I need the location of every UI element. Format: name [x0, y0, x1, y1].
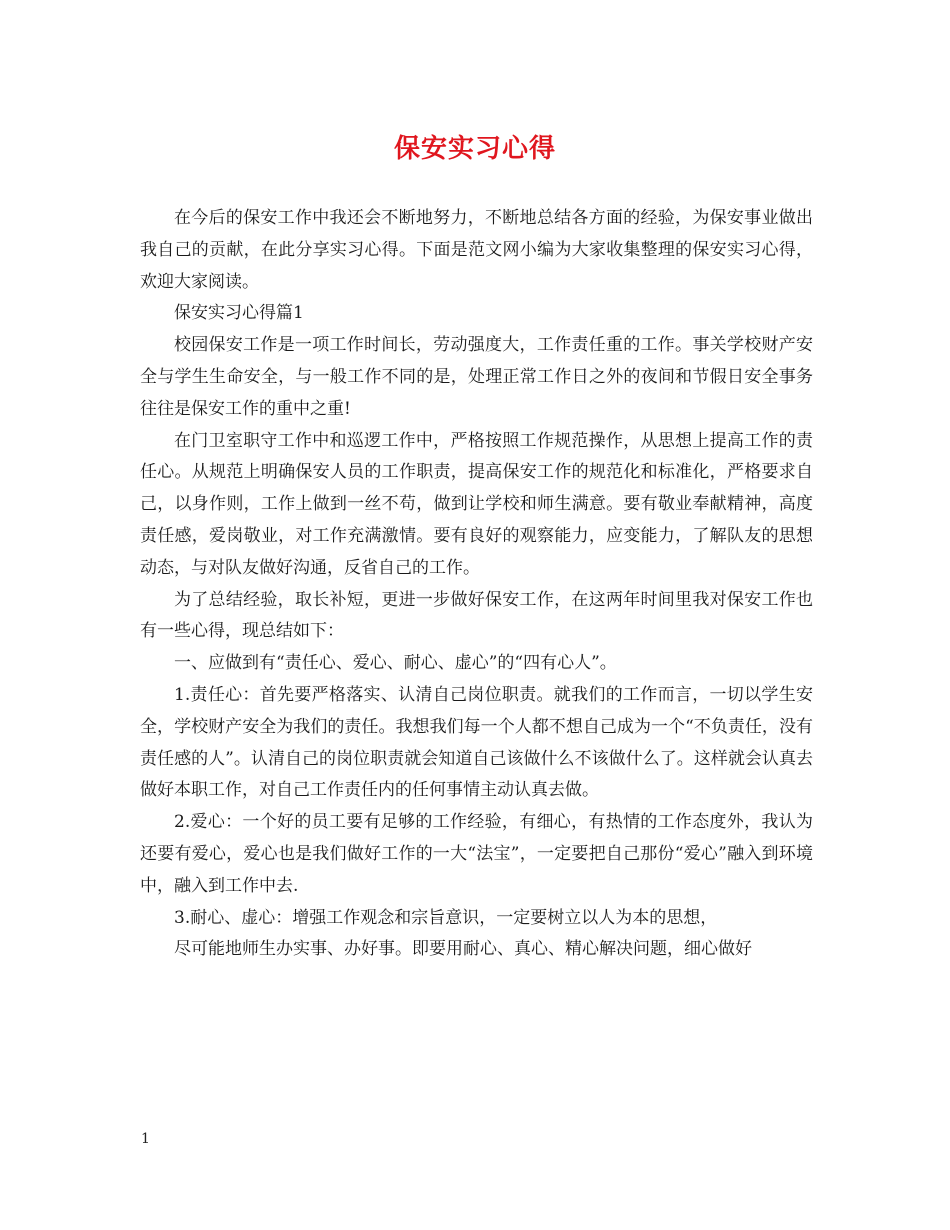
section-heading: 保安实习心得篇1 [174, 303, 304, 324]
paragraph: 在门卫室职守工作中和巡逻工作中，严格按照工作规范操作，从思想上提高工作的责任心。从规范上明确保安人员的工作职责，提高保安工作的规范化和标准化，严格要求自己，以身作则，工作上做到一丝不苟，做到让学校和师生满意。要有敬业奉献精神，高度责任感，爱岗敬业，对工作充满激情。要有良好的观察能力，应变能力，了解队友的思想动态，与对队友做好沟通，反省自己的工作。 [140, 430, 813, 578]
paragraph: 为了总结经验，取长补短，更进一步做好保安工作，在这两年时间里我对保安工作也有一些心得，现总结如下： [140, 589, 813, 642]
document-body [140, 203, 813, 966]
page-number: 1 [141, 1131, 150, 1147]
paragraph: 校园保安工作是一项工作时间长，劳动强度大，工作责任重的工作。事关学校财产安全与学生生命安全，与一般工作不同的是，处理正常工作日之外的夜间和节假日安全事务往往是保安工作的重中之重! [140, 335, 813, 419]
list-heading: 一、应做到有“责任心、爱心、耐心、虚心”的“四有心人”。 [174, 653, 617, 674]
list-item: 2.爱心：一个好的员工要有足够的工作经验，有细心，有热情的工作态度外，我认为还要有爱心，爱心也是我们做好工作的一大“法宝”，一定要把自己那份“爱心”融入到环境中，融入到工作中去. [140, 812, 813, 896]
paragraph: 尽可能地师生办实事、办好事。即要用耐心、真心、精心解决问题，细心做好 [174, 939, 752, 960]
list-item: 1.责任心：首先要严格落实、认清自己岗位职责。就我们的工作而言，一切以学生安全，学校财产安全为我们的责任。我想我们每一个人都不想自己成为一个“不负责任，没有责任感的人”。认清自己的岗位职责就会知道自己该做什么不该做什么了。这样就会认真去做好本职工作，对自己工作责任内的任何事情主动认真去做。 [140, 684, 813, 801]
list-item: 3.耐心、虚心：增强工作观念和宗旨意识，一定要树立以人为本的思想， [174, 907, 718, 928]
paragraph-intro: 在今后的保安工作中我还会不断地努力，不断地总结各方面的经验，为保安事业做出我自己的贡献，在此分享实习心得。下面是范文网小编为大家收集整理的保安实习心得，欢迎大家阅读。 [140, 208, 813, 292]
document-title: 保安实习心得 [393, 134, 556, 164]
